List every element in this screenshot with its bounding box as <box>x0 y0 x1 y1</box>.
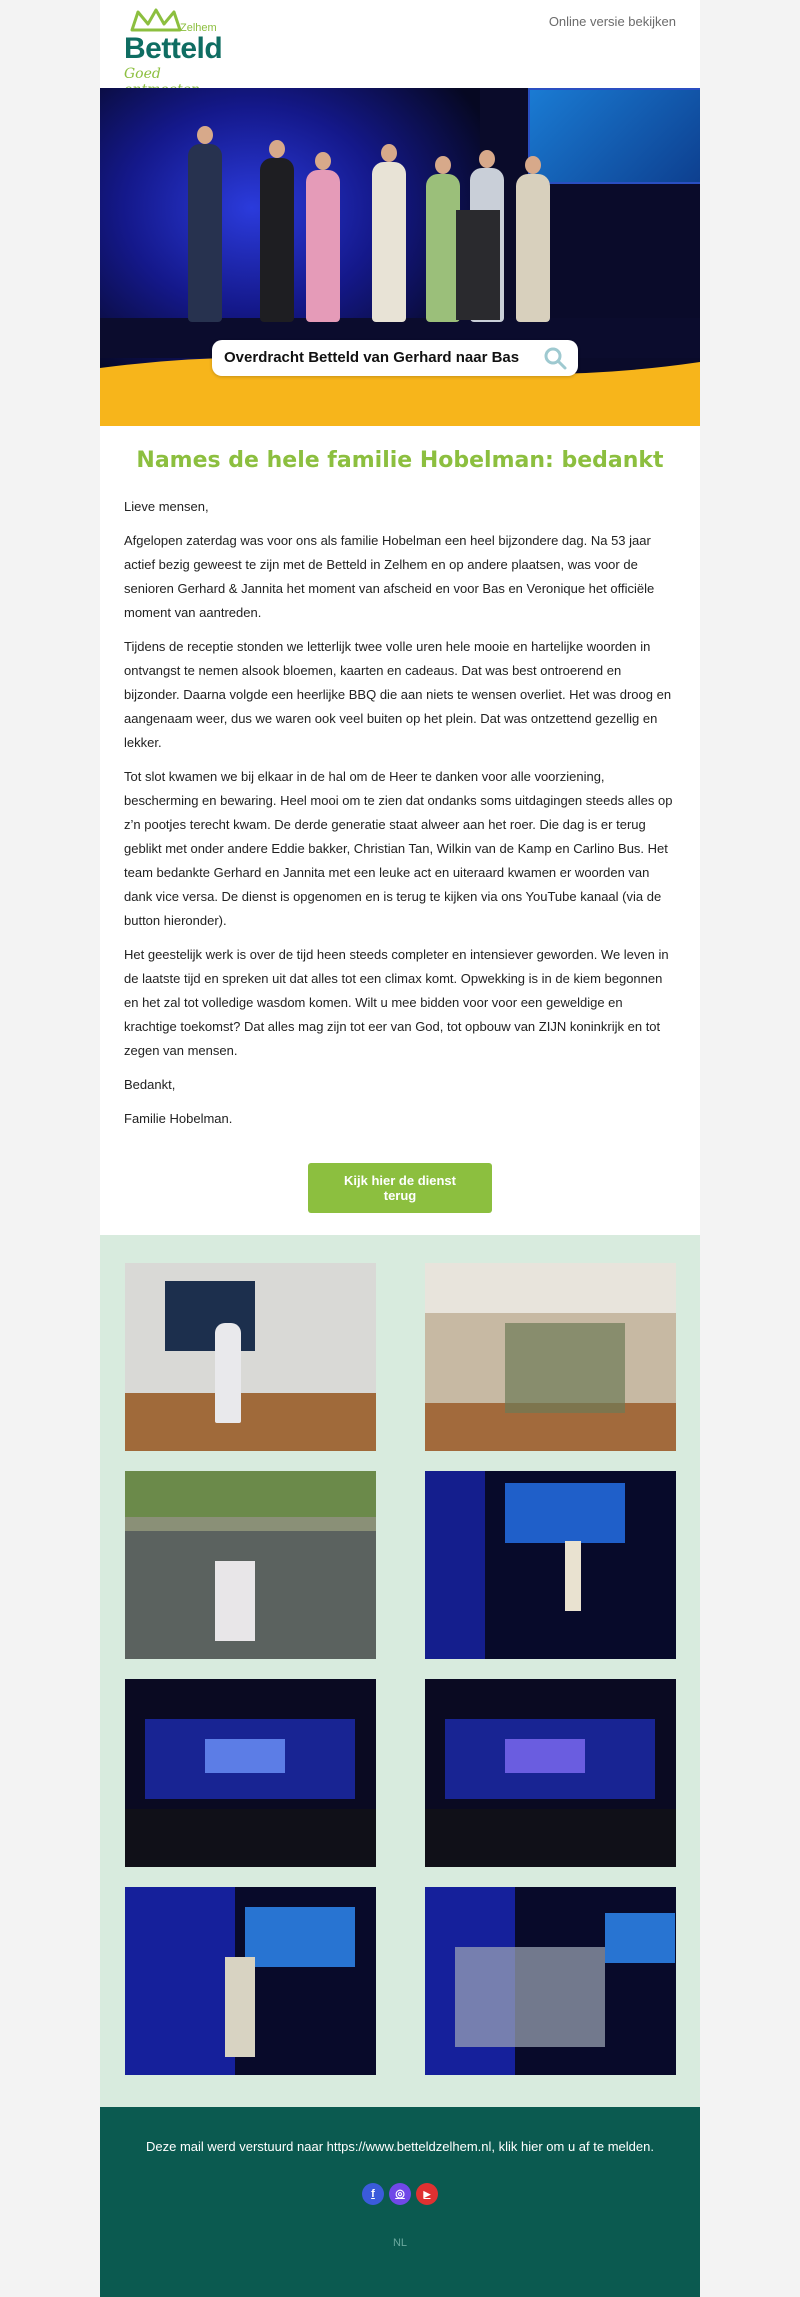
hero-caption-bar <box>212 340 578 376</box>
logo-location: Zelhem <box>180 22 217 34</box>
logo-crown-icon <box>128 8 184 34</box>
person-figure <box>372 162 406 322</box>
article-paragraph: Tijdens de receptie stonden we letterlijk twee volle uren hele mooie en hartelijke woorden in ontvangst te nemen alsook bloemen, kaarten en cadeaus. Dat was best ontroerend en bijzonder. Daarna volgde een heerlijke BBQ die aan niets te wensen overliet. Het was droog en aangenaam weer, dus we waren ook veel buiten op het plein. Dat was ontzettend gezellig en lekker. <box>124 639 672 750</box>
gallery-photo[interactable] <box>125 1887 376 2075</box>
gallery-photo[interactable] <box>425 1263 676 1451</box>
person-figure <box>260 158 294 322</box>
betteld-logo[interactable] <box>124 8 234 82</box>
magnifier-icon <box>542 345 568 371</box>
gallery-photo[interactable] <box>425 1471 676 1659</box>
article-paragraph: Het geestelijk werk is over de tijd heen steeds completer en intensiever geworden. We leven in de laatste tijd en spreken uit dat alles tot een climax komt. Opwekking is in de kiem begonnen en het zal tot volledige wasdom komen. Wilt u mee bidden voor voor een geweldige en krachtige toekomst? Dat alles mag zijn tot eer van God, tot opbouw van ZIJN koninkrijk en tot zegen van mensen. <box>124 947 669 1058</box>
email-header <box>100 0 700 88</box>
article-paragraph: Lieve mensen, <box>124 499 209 514</box>
unsubscribe-link[interactable]: Deze mail werd verstuurd naar https://www.betteldzelhem.nl, klik hier om u af te melden. <box>146 2139 654 2154</box>
social-links <box>362 2183 438 2205</box>
gallery-photo[interactable] <box>125 1263 376 1451</box>
email-container <box>100 0 700 2297</box>
watch-service-button[interactable]: Kijk hier de dienst terug <box>308 1163 492 1213</box>
email-footer <box>100 2107 700 2297</box>
person-figure <box>188 144 222 322</box>
article-paragraph: Tot slot kwamen we bij elkaar in de hal om de Heer te danken voor alle voorziening, bescherming en bewaring. Heel mooi om te zien dat ondanks soms uitdagingen steeds alles op z’n pootjes terecht kwam. De derde generatie staat alweer aan het roer. Die dag is er terug geblikt met onder andere Eddie bakker, Christian Tan, Wilkin van de Kamp en Carlino Bus. Het team bedankte Gerhard en Jannita met een leuke act en uiteraard kwamen er woorden van dank vice versa. De dienst is opgenomen en is terug te kijken via ons YouTube kanaal (via de button hieronder). <box>124 769 673 928</box>
lectern <box>456 210 500 320</box>
hero-banner <box>100 88 700 426</box>
stage-screen <box>528 88 700 184</box>
logo-tagline: Goed <box>124 66 161 82</box>
online-version-link[interactable]: Online versie bekijken <box>548 14 676 29</box>
article-paragraph: Afgelopen zaterdag was voor ons als familie Hobelman een heel bijzondere dag. Na 53 jaar actief bezig geweest te zijn met de Betteld in Zelhem en op andere plaatsen, was voor de senioren Gerhard & Jannita het moment van afscheid en voor Bas en Veronique het officiële moment van aantreden. <box>124 533 655 620</box>
article-paragraph: Bedankt, <box>124 1077 176 1092</box>
person-figure <box>306 170 340 322</box>
article-title: Names de hele familie Hobelman: bedankt <box>136 448 664 473</box>
gallery-photo[interactable] <box>125 1679 376 1867</box>
button-wrapper <box>124 1141 676 1215</box>
language-selector[interactable]: NL <box>392 2237 408 2249</box>
article-paragraph: Familie Hobelman. <box>124 1111 233 1126</box>
logo-brand: Betteld <box>124 32 223 65</box>
hero-caption: Overdracht Betteld van Gerhard naar Bas <box>224 349 520 366</box>
photo-gallery <box>100 1235 700 2107</box>
gallery-photo[interactable] <box>425 1679 676 1867</box>
facebook-icon[interactable]: f <box>362 2183 384 2205</box>
person-figure <box>516 174 550 322</box>
gallery-photo[interactable] <box>425 1887 676 2075</box>
person-figure <box>426 174 460 322</box>
youtube-icon[interactable]: ▶ <box>416 2183 438 2205</box>
instagram-icon[interactable]: ◎ <box>389 2183 411 2205</box>
article <box>100 426 700 1235</box>
gallery-photo[interactable] <box>125 1471 376 1659</box>
